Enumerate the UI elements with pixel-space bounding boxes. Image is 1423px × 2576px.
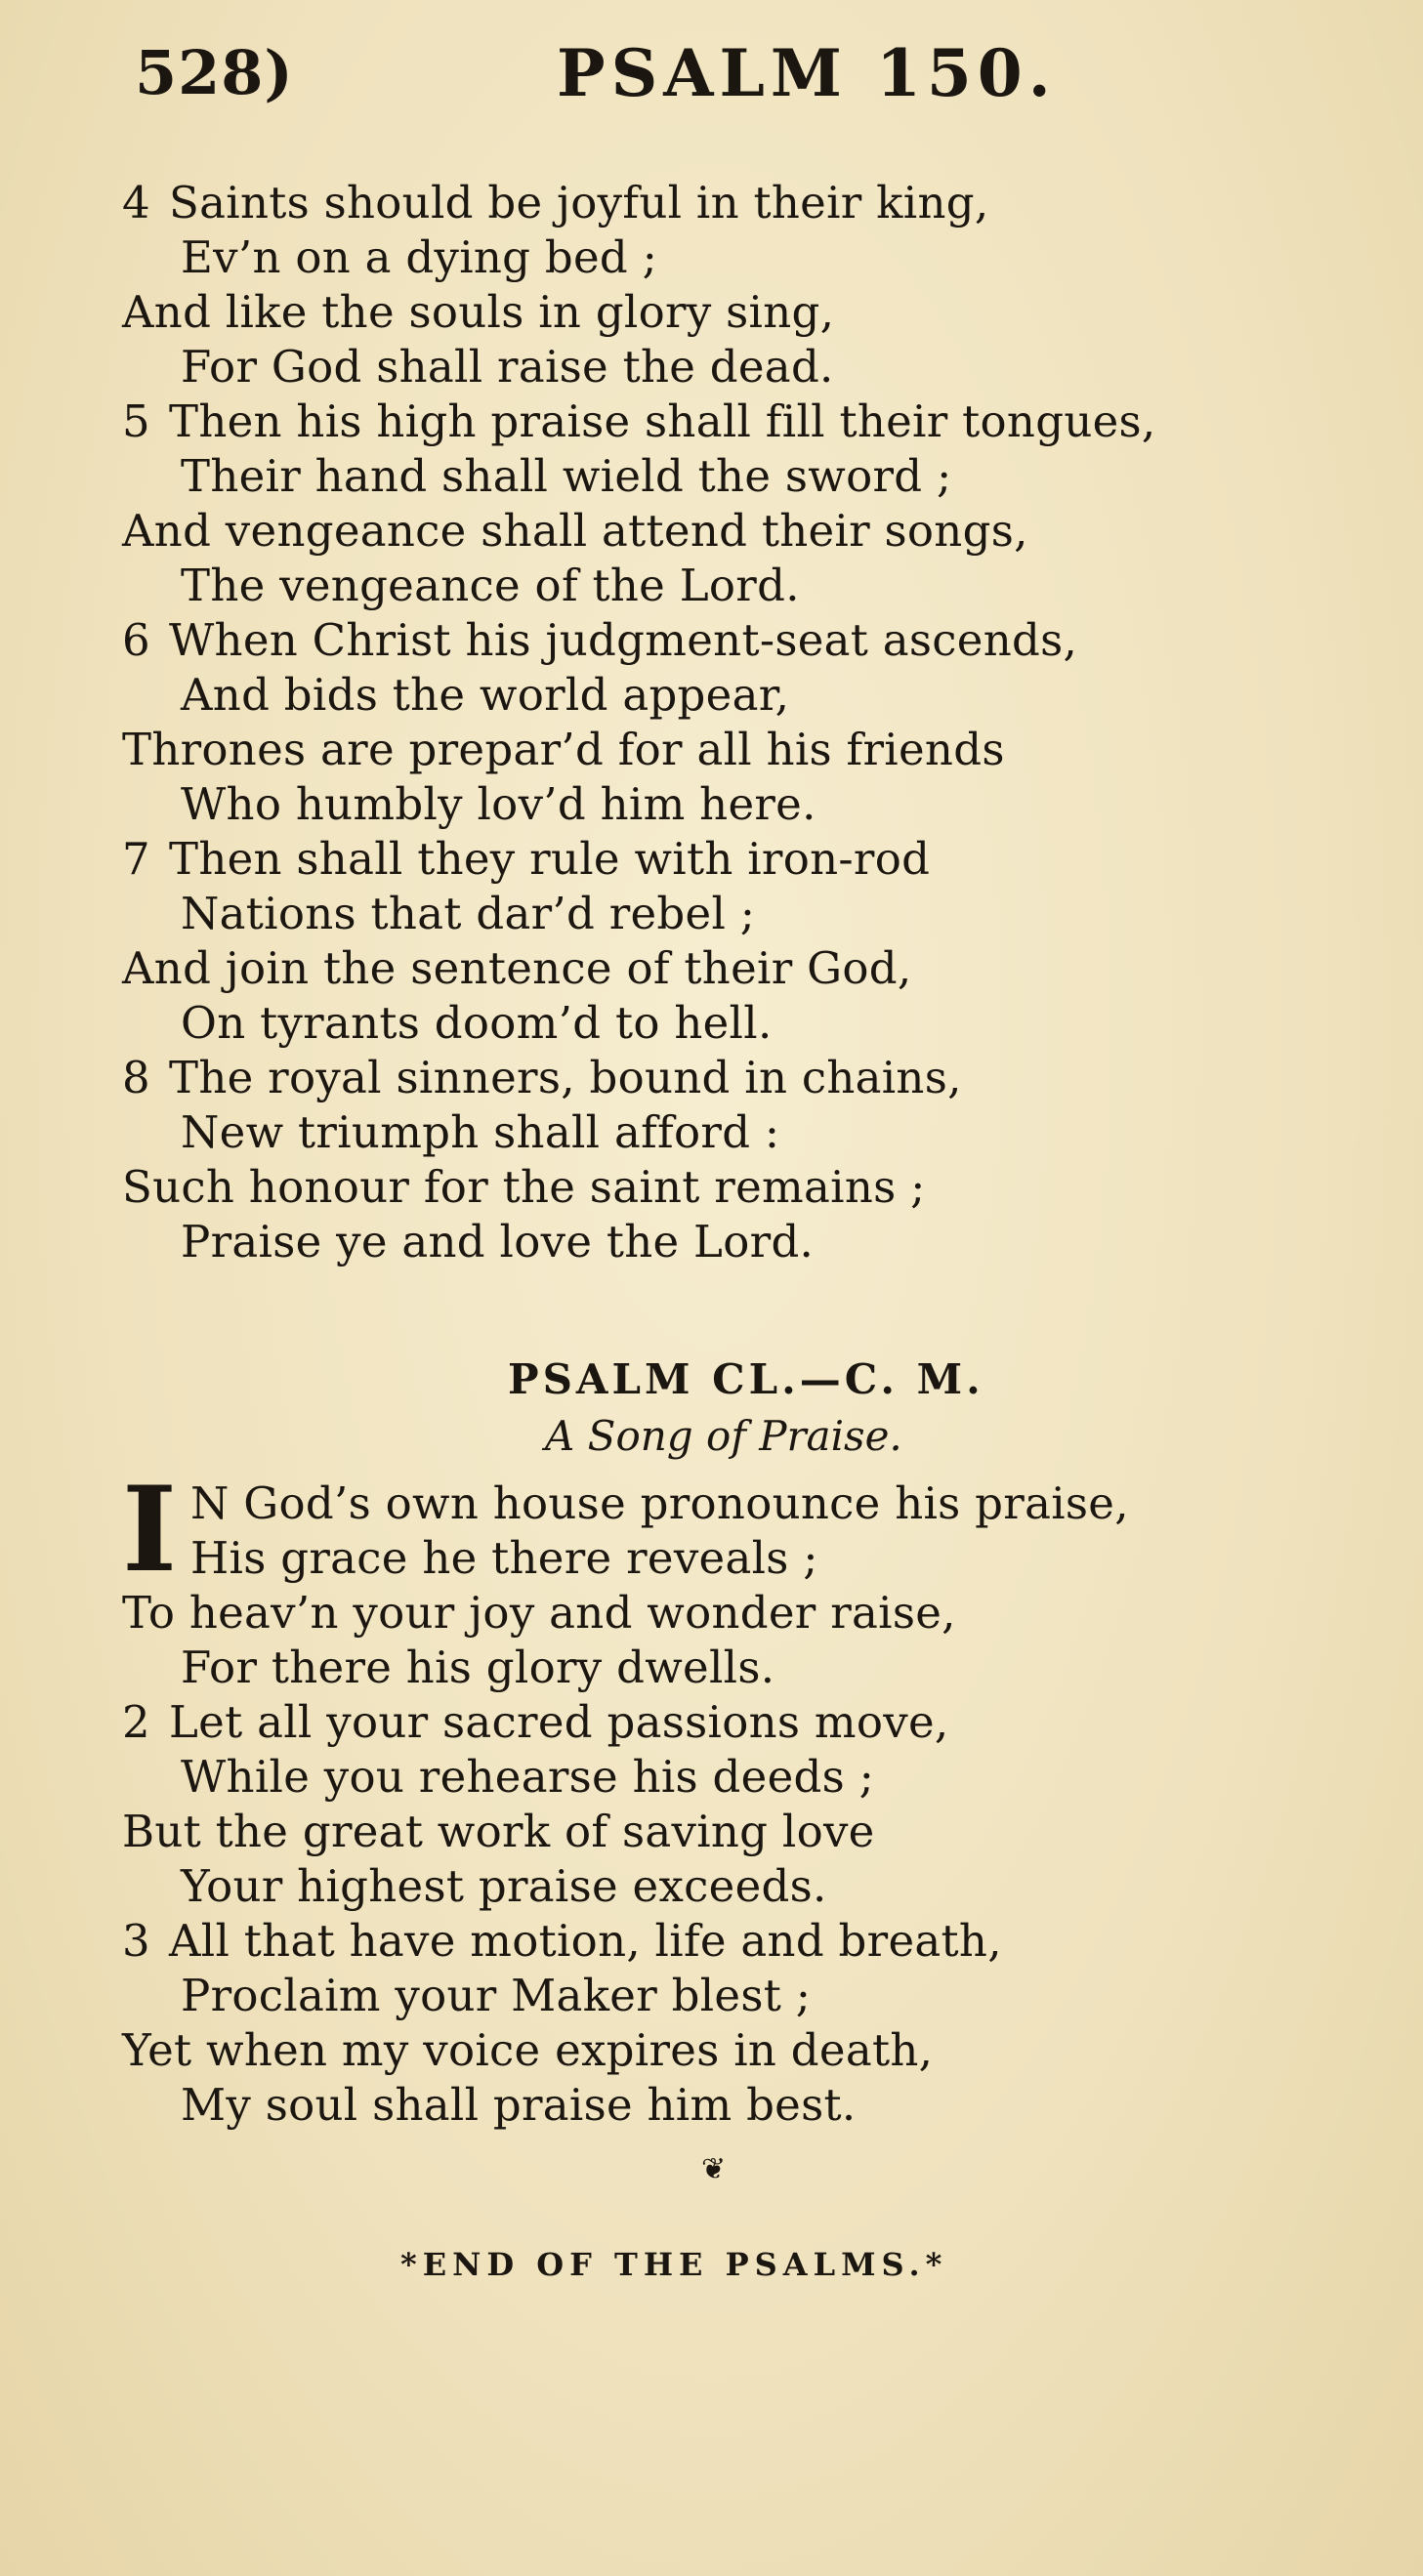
- verse-text: Proclaim your Maker blest ;: [181, 1970, 812, 2021]
- verse-text: New triumph shall afford :: [181, 1106, 780, 1158]
- verse-text: While you rehearse his deeds ;: [181, 1751, 875, 1803]
- verse-line: [122, 285, 834, 340]
- verse-number: 3: [122, 1915, 150, 1967]
- verse-text: And bids the world appear,: [181, 669, 790, 721]
- verse-line: [122, 1160, 926, 1215]
- verse-line: [181, 887, 755, 941]
- verse-line: [181, 340, 834, 395]
- verse-number: 7: [122, 833, 150, 885]
- verse-text: The royal sinners, bound in chains,: [169, 1052, 962, 1103]
- verse-text: Thrones are prepar’d for all his friends: [122, 724, 1005, 775]
- section-title: PSALM CL.—C. M.: [508, 1355, 984, 1403]
- verse-text: Who humbly lov’d him here.: [181, 778, 816, 830]
- verse-text: Saints should be joyful in their king,: [169, 177, 989, 229]
- verse-text: Such honour for the saint remains ;: [122, 1161, 926, 1213]
- verse-line: [181, 230, 657, 285]
- verse-text: All that have motion, life and breath,: [169, 1915, 1002, 1967]
- verse-line: [122, 2023, 933, 2078]
- verse-line: [181, 996, 773, 1051]
- section-subtitle: A Song of Praise.: [545, 1412, 902, 1460]
- verse-line: [181, 2078, 857, 2133]
- verse-line: [181, 449, 951, 504]
- verse-text: And vengeance shall attend their songs,: [122, 505, 1028, 557]
- verse-line: [181, 559, 800, 613]
- verse-line: [181, 1215, 814, 1269]
- drop-cap: I: [122, 1461, 178, 1599]
- verse-line: [122, 1051, 962, 1105]
- verse-text: Your highest praise exceeds.: [181, 1860, 827, 1912]
- verse-text: For there his glory dwells.: [181, 1641, 775, 1693]
- verse-text: His grace he there reveals ;: [190, 1532, 818, 1584]
- end-of-psalms: *END OF THE PSALMS.*: [400, 2246, 948, 2283]
- page-header: [127, 31, 1279, 119]
- verse-text: Praise ye and love the Lord.: [181, 1216, 815, 1267]
- verse-text: Then his high praise shall fill their tongues,: [169, 395, 1156, 447]
- verse-text: Nations that dar’d rebel ;: [181, 888, 756, 939]
- verse-number: 5: [122, 395, 150, 447]
- verse-text: For God shall raise the dead.: [181, 341, 834, 393]
- verse-line: [122, 504, 1028, 559]
- verse-text: And like the souls in glory sing,: [122, 286, 835, 338]
- verse-text: The vengeance of the Lord.: [181, 560, 800, 611]
- verse-number: 4: [122, 177, 150, 229]
- verse-text: On tyrants doom’d to hell.: [181, 997, 773, 1049]
- verse-text: My soul shall praise him best.: [181, 2079, 857, 2131]
- verse-line: [122, 395, 1156, 449]
- verse-line: [190, 1476, 1129, 1531]
- verse-line: [181, 777, 816, 832]
- verse-line: [181, 1641, 774, 1695]
- verse-line: [181, 1105, 779, 1160]
- verse-line: [122, 1805, 875, 1859]
- verse-line: [122, 613, 1077, 668]
- verse-text: When Christ his judgment-seat ascends,: [169, 614, 1078, 666]
- verse-line: [122, 723, 1005, 777]
- verse-number: 6: [122, 614, 150, 666]
- verse-line: [122, 941, 911, 996]
- verse-text: Ev’n on a dying bed ;: [181, 231, 658, 283]
- verse-text: To heav’n your joy and wonder raise,: [122, 1587, 956, 1639]
- verse-line: [122, 176, 988, 230]
- verse-text: Then shall they rule with iron-rod: [169, 833, 931, 885]
- verse-line: [181, 668, 789, 723]
- verse-text: And join the sentence of their God,: [122, 942, 912, 994]
- fleuron-ornament: ❦: [701, 2152, 727, 2186]
- verse-line: [122, 1914, 1002, 1969]
- verse-line: [181, 1969, 811, 2023]
- running-head: PSALM 150.: [557, 35, 1057, 111]
- verse-text: Let all your sacred passions move,: [169, 1696, 949, 1748]
- verse-line: [122, 1695, 949, 1750]
- verse-line: [181, 1750, 874, 1805]
- verse-line: [181, 1859, 827, 1914]
- verse-line: [122, 832, 930, 887]
- verse-number: 8: [122, 1052, 150, 1103]
- verse-text: N God’s own house pronounce his praise,: [190, 1477, 1129, 1529]
- verse-line: [190, 1531, 818, 1586]
- page-number: 528): [135, 37, 294, 108]
- verse-text: But the great work of saving love: [122, 1806, 875, 1857]
- verse-text: Their hand shall wield the sword ;: [181, 450, 952, 502]
- verse-text: Yet when my voice expires in death,: [122, 2024, 934, 2076]
- verse-line: [122, 1586, 956, 1641]
- verse-number: 2: [122, 1696, 150, 1748]
